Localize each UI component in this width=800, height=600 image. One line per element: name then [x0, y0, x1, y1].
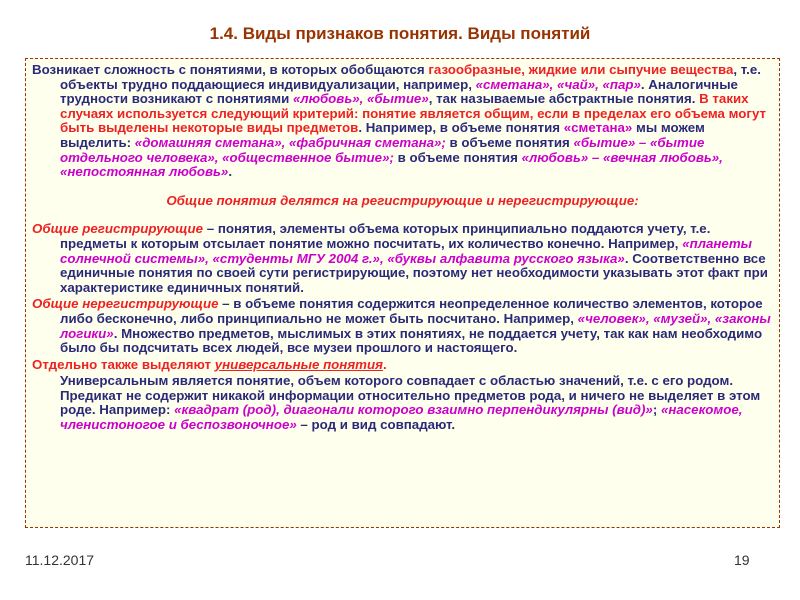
section-heading: Общие понятия делятся на регистрирующие и нерегистрирующие: — [166, 192, 639, 208]
text-segment: в объеме понятия — [393, 149, 522, 165]
highlight-segment: В таких случаях используется следующий критерий: понятие является общим, если в пределах его объема могут быть выделены некоторые виды предметов — [60, 91, 767, 136]
slide-title: 1.4. Виды признаков понятия. Виды понятий — [209, 24, 591, 43]
text-segment: – в объеме понятия содержится неопределенное количество элементов, которое либо бесконечно, либо принципиально не может быть посчитано. Например, — [60, 296, 763, 326]
term-segment: Общие регистрирующие — [32, 221, 204, 237]
example-segment: «человек», «музей», «законы логики» — [60, 310, 771, 341]
footer-date: 11.12.2017 — [25, 552, 95, 568]
text-segment: . Соответственно все единичные понятия по своей сути регистрирующие, поэтому нет необходимости указывать этот факт при характеристике единичных понятий. — [60, 250, 768, 295]
example-segment: «насекомое, членистоногое и беспозвоночное» — [60, 402, 743, 433]
paragraph-liquids — [32, 63, 773, 180]
text-segment: мы можем выделить: — [60, 120, 705, 150]
highlight-segment: газообразные, жидкие или сыпучие вещества — [428, 62, 734, 77]
text-segment: , так называемые абстрактные понятия. — [428, 91, 700, 107]
footer-page-number: 19 — [734, 552, 750, 568]
text-segment: в объеме понятия — [445, 134, 574, 150]
text-segment: , т.е. объекты трудно поддающиеся индивидуализации, например, — [60, 62, 761, 92]
text-segment: Универсальным является понятие, объем которого совпадает с областью значений, т.е. с его родом. Предикат не содержит никакой информации относительно предметов рода, и ничего не выделяет в этом роде. Например: — [60, 373, 761, 418]
example-segment: «бытие» – «бытие отдельного человека», «общественное бытие»; — [60, 134, 705, 165]
paragraph-non-registering — [32, 297, 773, 355]
text-segment: Отдельно также выделяют — [32, 356, 215, 372]
example-segment: «сметана» — [563, 120, 633, 136]
text-segment: . Например, в объеме понятия — [358, 120, 564, 136]
example-segment: «любовь» – «вечная любовь», «непостоянная любовь» — [60, 149, 723, 180]
text-segment: . Аналогичные трудности возникают с понятиями — [60, 76, 738, 107]
content-box — [25, 58, 780, 528]
text-segment: ; — [652, 402, 661, 418]
text-segment: – род и вид совпадают. — [296, 417, 456, 433]
example-segment: «планеты солнечной системы», «студенты МГУ 2004 г.», «буквы алфавита русского языка» — [60, 235, 752, 266]
text-segment: – понятия, элементы объема которых принципиально поддаются учету, т.е. предметы к которым отсылает понятие можно посчитать, их количество конечно. Например, — [60, 221, 711, 251]
example-segment: «любовь», «бытие» — [292, 91, 429, 107]
paragraph-universal — [60, 374, 773, 432]
example-segment: «квадрат (род), диагонали которого взаимно перпендикулярны (вид)» — [174, 402, 653, 418]
paragraph-registering — [32, 222, 773, 295]
example-segment: «домашняя сметана», «фабричная сметана»; — [134, 134, 446, 150]
text-segment: . — [228, 164, 233, 180]
paragraph-universal-intro — [32, 358, 773, 373]
text-segment: . — [382, 356, 387, 372]
example-segment: «сметана», «чай», «пар» — [475, 76, 641, 92]
term-segment: универсальные понятия — [214, 356, 383, 372]
term-segment: Общие нерегистрирующие — [32, 296, 219, 312]
text-segment: . Множество предметов, мыслимых в этих понятиях, не поддается учету, так как нам необходимо было бы подсчитать всех людей, все музеи прошлого и настоящего. — [60, 325, 763, 356]
text-segment: Возникает сложность с понятиями, в которых обобщаются — [32, 62, 429, 77]
